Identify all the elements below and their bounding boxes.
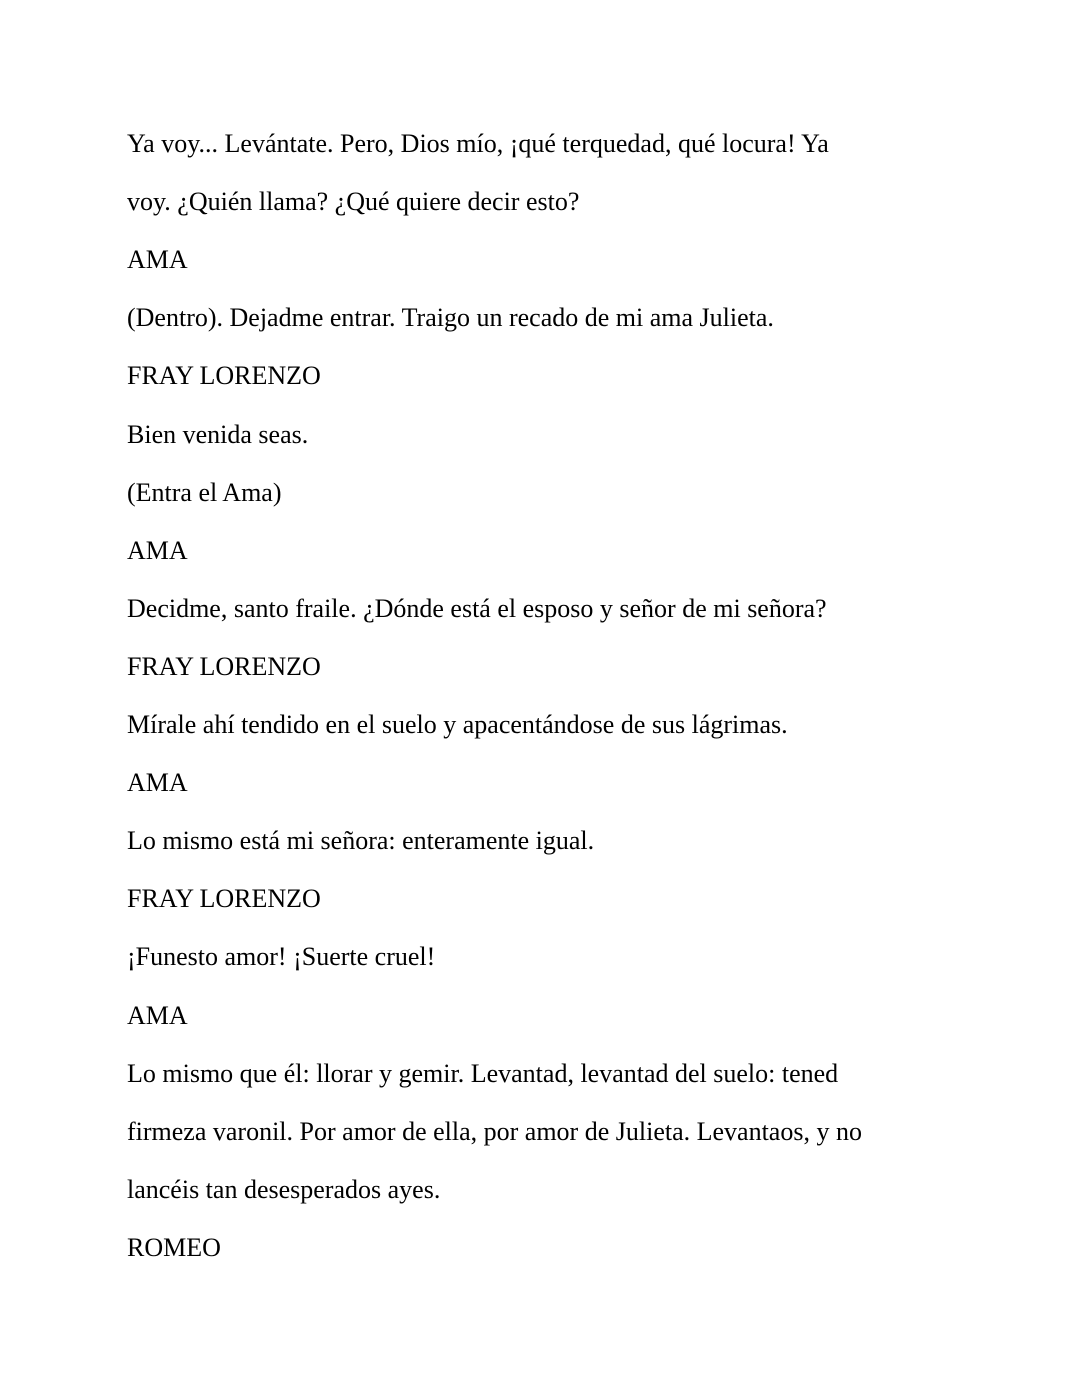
text-line: (Entra el Ama) [127,477,282,507]
text-line: Bien venida seas. [127,419,309,449]
text-line: Decidme, santo fraile. ¿Dónde está el esposo y señor de mi señora? [127,593,827,623]
text-line: AMA [127,1000,188,1030]
text-line: Ya voy... Levántate. Pero, Dios mío, ¡qué terquedad, qué locura! Ya [127,129,829,158]
text-line: FRAY LORENZO [127,651,321,681]
text-line: AMA [127,245,188,275]
text-line: firmeza varonil. Por amor de ella, por amor de Julieta. Levantaos, y no [127,1116,862,1146]
text-line: FRAY LORENZO [127,884,321,914]
text-line: Lo mismo está mi señora: enteramente igual. [127,826,595,856]
text-line: FRAY LORENZO [127,361,321,391]
text-line: lancéis tan desesperados ayes. [127,1174,441,1204]
text-line: AMA [127,535,188,565]
text-line: ¡Funesto amor! ¡Suerte cruel! [127,942,436,972]
text-line: voy. ¿Quién llama? ¿Qué quiere decir esto? [127,187,580,217]
text-line: AMA [127,768,188,798]
text-line: ROMEO [127,1232,221,1262]
text-line: Lo mismo que él: llorar y gemir. Levantad, levantad del suelo: tened [127,1058,839,1088]
text-line: Mírale ahí tendido en el suelo y apacentándose de sus lágrimas. [127,710,788,739]
text-line: (Dentro). Dejadme entrar. Traigo un recado de mi ama Julieta. [127,303,774,333]
